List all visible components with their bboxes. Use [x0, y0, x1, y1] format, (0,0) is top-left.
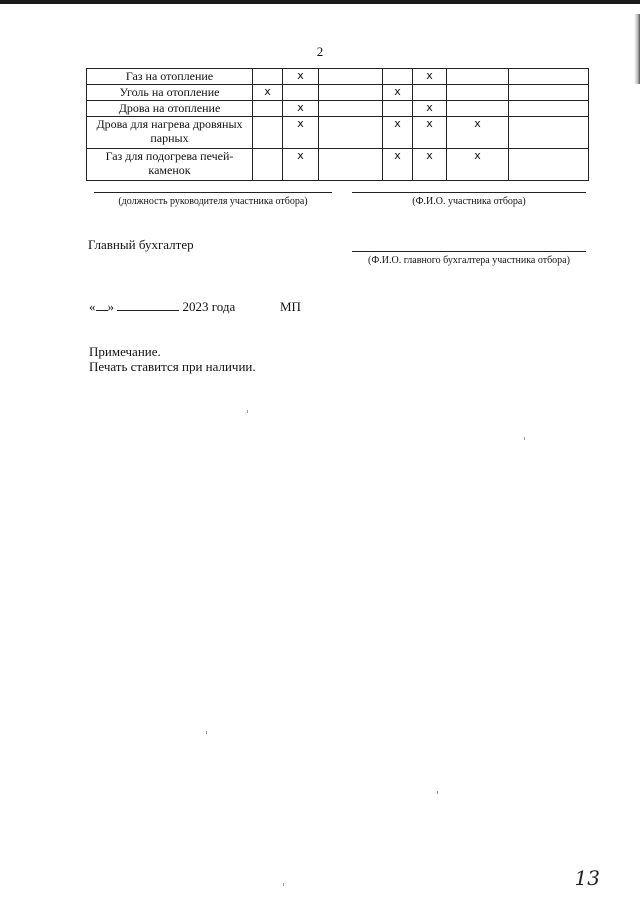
day-blank — [96, 299, 108, 311]
mark-cell — [319, 101, 383, 117]
mark-cell — [413, 117, 447, 149]
head-position-caption: (должность руководителя участника отбора) — [118, 196, 308, 207]
mark-cell — [447, 85, 509, 101]
cross-mark: x — [297, 69, 304, 82]
mark-cell — [413, 149, 447, 181]
mark-cell — [319, 69, 383, 85]
fuel-table — [86, 68, 589, 181]
date-open-quote: « — [89, 299, 96, 314]
mark-cell — [383, 101, 413, 117]
cross-mark: x — [394, 117, 401, 130]
cross-mark: x — [426, 117, 433, 130]
fuel-type-cell: Дрова для нагрева дровяных парных — [87, 117, 253, 149]
mark-cell — [447, 117, 509, 149]
cross-mark: x — [297, 117, 304, 130]
mark-cell — [283, 117, 319, 149]
scan-speck — [206, 731, 207, 734]
mark-cell — [283, 69, 319, 85]
cross-mark: x — [297, 101, 304, 114]
stamp-label: МП — [280, 299, 301, 314]
page-number: 2 — [316, 44, 324, 59]
note-text: Печать ставится при наличии. — [89, 359, 256, 374]
mark-cell — [509, 85, 589, 101]
head-position-line — [94, 192, 332, 193]
fuel-type-cell: Уголь на отопление — [87, 85, 253, 101]
mark-cell — [383, 69, 413, 85]
date-line — [89, 299, 235, 315]
mark-cell — [319, 117, 383, 149]
scan-speck — [247, 410, 248, 413]
mark-cell — [413, 101, 447, 117]
mark-cell — [319, 85, 383, 101]
cross-mark: x — [264, 85, 271, 98]
date-close-quote: » — [107, 299, 114, 314]
mark-cell — [447, 149, 509, 181]
accountant-name-line — [352, 251, 586, 252]
accountant-name-caption: (Ф.И.О. главного бухгалтера участника отбора) — [368, 255, 570, 266]
mark-cell — [253, 85, 283, 101]
cross-mark: x — [474, 117, 481, 130]
mark-cell — [253, 117, 283, 149]
handwritten-page-number: 13 — [574, 866, 600, 890]
mark-cell — [509, 69, 589, 85]
head-name-caption: (Ф.И.О. участника отбора) — [412, 196, 526, 207]
cross-mark: x — [474, 149, 481, 162]
cross-mark: x — [394, 149, 401, 162]
scan-speck — [283, 883, 284, 886]
mark-cell — [447, 101, 509, 117]
accountant-label: Главный бухгалтер — [88, 237, 194, 252]
mark-cell — [253, 69, 283, 85]
cross-mark: x — [426, 149, 433, 162]
mark-cell — [383, 149, 413, 181]
scan-speck — [437, 791, 438, 794]
mark-cell — [383, 85, 413, 101]
fuel-type-cell: Газ на отопление — [87, 69, 253, 85]
table-row — [87, 117, 589, 149]
mark-cell — [509, 149, 589, 181]
mark-cell — [509, 117, 589, 149]
fuel-type-cell: Газ для подогрева печей-каменок — [87, 149, 253, 181]
note-title: Примечание. — [89, 344, 161, 359]
mark-cell — [447, 69, 509, 85]
mark-cell — [283, 85, 319, 101]
mark-cell — [253, 101, 283, 117]
mark-cell — [319, 149, 383, 181]
fuel-type-cell: Дрова на отопление — [87, 101, 253, 117]
cross-mark: x — [426, 69, 433, 82]
scan-border-top — [0, 0, 640, 4]
date-year: 2023 года — [182, 299, 236, 314]
table-row — [87, 85, 589, 101]
scan-speck — [524, 437, 525, 440]
mark-cell — [383, 117, 413, 149]
cross-mark: x — [426, 101, 433, 114]
table-row — [87, 101, 589, 117]
mark-cell — [509, 101, 589, 117]
table-row — [87, 149, 589, 181]
head-name-line — [352, 192, 586, 193]
month-blank — [117, 299, 179, 311]
mark-cell — [283, 149, 319, 181]
mark-cell — [283, 101, 319, 117]
table-row — [87, 69, 589, 85]
mark-cell — [413, 85, 447, 101]
cross-mark: x — [297, 149, 304, 162]
mark-cell — [413, 69, 447, 85]
cross-mark: x — [394, 85, 401, 98]
mark-cell — [253, 149, 283, 181]
